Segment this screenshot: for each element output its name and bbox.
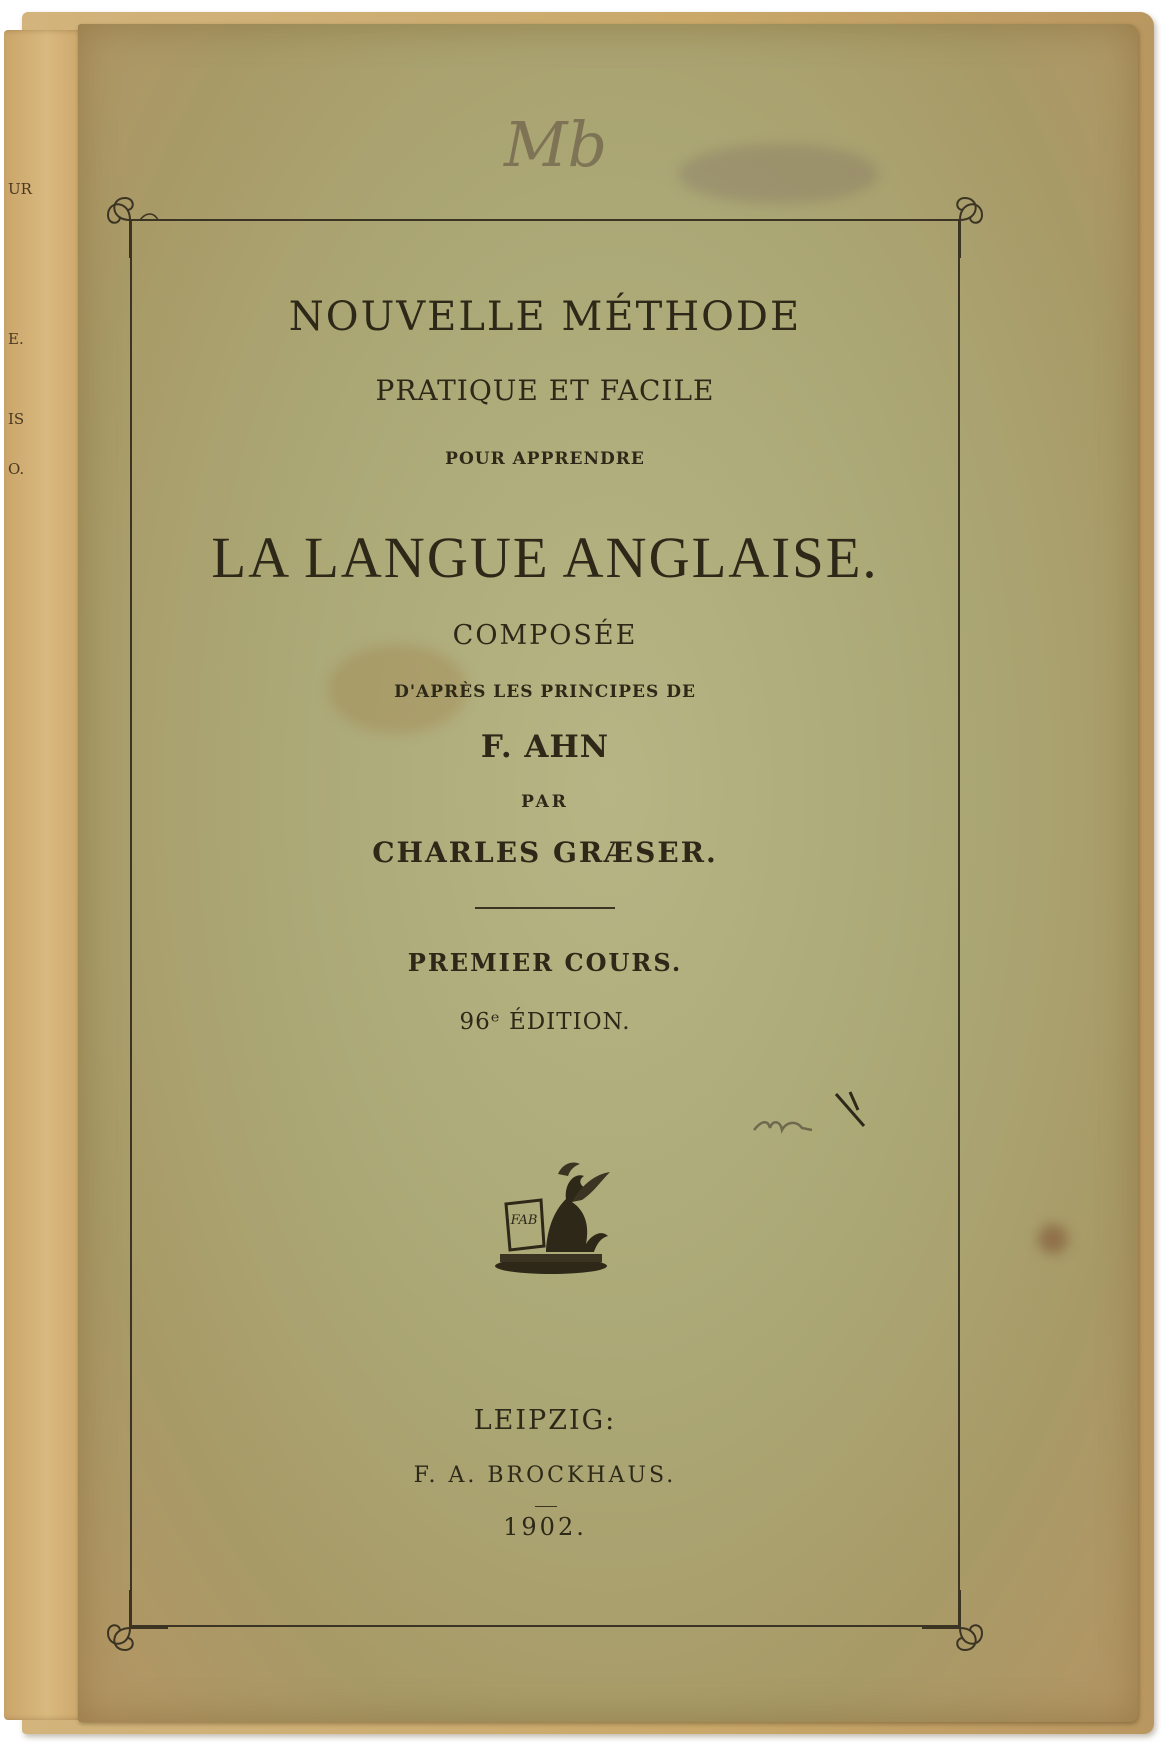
- edition-label: 96ᵉ ÉDITION.: [459, 1009, 631, 1035]
- ink-stain: [1038, 1224, 1068, 1254]
- publication-year: 1902.: [503, 1513, 587, 1541]
- main-title: LA LANGUE ANGLAISE.: [211, 525, 879, 590]
- divider-rule: [475, 907, 615, 909]
- publisher-griffin-emblem-icon: [486, 1154, 616, 1280]
- author-name: CHARLES GRÆSER.: [372, 836, 718, 869]
- publisher-name: F. A. BROCKHAUS.: [413, 1463, 677, 1488]
- ink-stain: [678, 144, 878, 204]
- svg-text:FAB: FAB: [510, 1213, 538, 1228]
- corner-ornament-icon: [100, 190, 170, 260]
- spine-text-fragment: O.: [8, 460, 25, 478]
- book: [4, 8, 1156, 1736]
- spine-text-fragment: UR: [8, 180, 32, 198]
- title-line-3: POUR APPRENDRE: [445, 449, 645, 469]
- by-label: PAR: [521, 792, 569, 812]
- corner-ornament-icon: [920, 190, 990, 260]
- short-divider: [535, 1506, 557, 1507]
- composed-label: COMPOSÉE: [452, 620, 638, 651]
- principles-label: D'APRÈS LES PRINCIPES DE: [394, 682, 696, 702]
- principles-author: F. AHN: [480, 729, 610, 765]
- publication-place: LEIPZIG:: [473, 1405, 617, 1436]
- corner-ornament-icon: [920, 1588, 990, 1658]
- title-line-1: NOUVELLE MÉTHODE: [288, 294, 802, 340]
- spine-text-fragment: E.: [8, 330, 24, 348]
- course-label: PREMIER COURS.: [407, 948, 683, 977]
- title-line-2: PRATIQUE ET FACILE: [375, 374, 715, 407]
- handwritten-note: Mb: [504, 108, 608, 181]
- pencil-mark-icon: [752, 1090, 882, 1150]
- corner-ornament-icon: [100, 1588, 170, 1658]
- spine-text-fragment: IS: [8, 410, 25, 428]
